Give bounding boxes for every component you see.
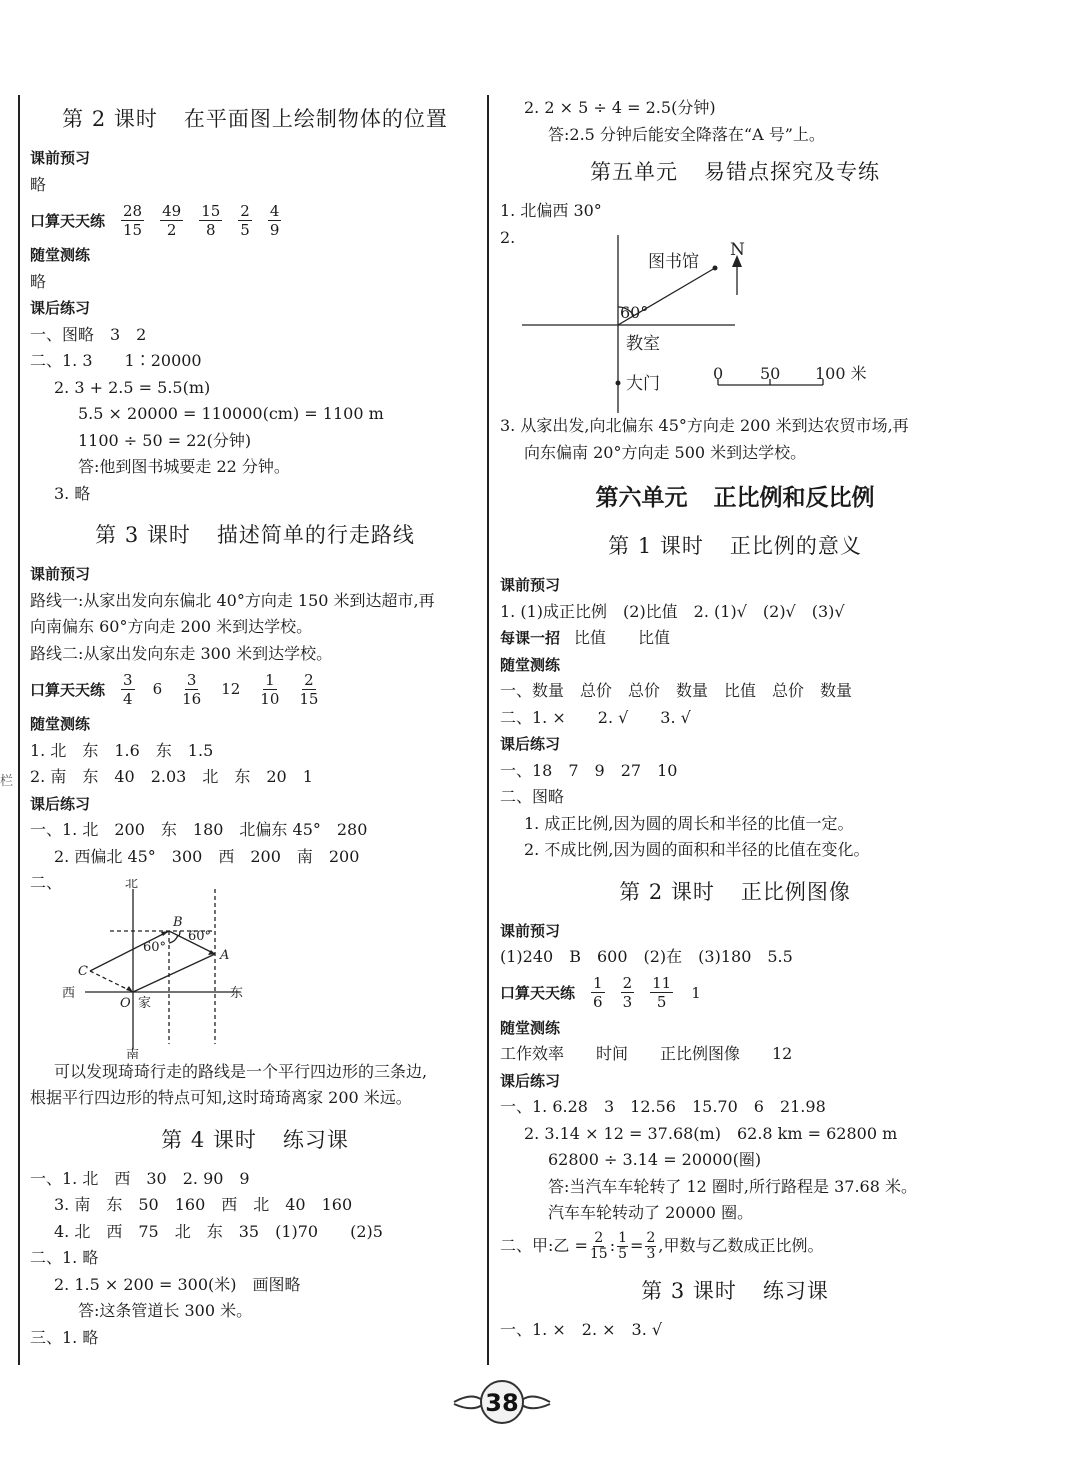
r1-class-label: 随堂测练: [500, 655, 561, 674]
l3-class-label: 随堂测练: [30, 715, 91, 733]
l2-line: 答:他到图书城要走 22 分钟。: [78, 457, 290, 476]
l2-line: 二、1. 3 1∶20000: [30, 351, 202, 370]
lesson-4-heading: 第 4 课时 练习课: [161, 1127, 349, 1152]
page-number-badge: [452, 1378, 552, 1426]
page-badge-svg: [452, 1378, 552, 1426]
r2-preview-label: 课前预习: [500, 921, 561, 940]
r1-after-line: 一、18 7 9 27 10: [500, 760, 678, 780]
mental-fraction: $\frac{15}{8}$: [201, 201, 221, 239]
l3-mental-label: 口算天天练: [30, 680, 106, 699]
mental-fraction: $\frac{2}{15}$: [299, 670, 319, 708]
label-c: C: [78, 963, 88, 979]
r2-after-line: 汽车车轮转动了 20000 圈。: [548, 1203, 754, 1222]
label-library: 图书馆: [648, 252, 699, 272]
label-angle-2: 60°: [188, 928, 212, 944]
mental-fraction: $\frac{3}{16}$: [182, 670, 202, 708]
library-diagram: [500, 225, 970, 413]
u5-item-2: 2.: [500, 227, 516, 247]
r2-mental-label: 口算天天练: [500, 984, 576, 1002]
r1-preview-text: 1. (1)成正比例 (2)比值 2. (1)√ (2)√ (3)√: [500, 601, 845, 621]
r2-after-line: 2. 3.14 × 12 = 37.68(m) 62.8 km = 62800 m: [524, 1123, 898, 1143]
segment-oa: [133, 954, 215, 992]
label-b: B: [173, 914, 183, 930]
l3-after-line: 2. 西偏北 45° 300 西 200 南 200: [54, 846, 360, 866]
lesson-3-heading: 第 3 课时 描述简单的行走路线: [95, 523, 415, 547]
l4-line: 三、1. 略: [30, 1327, 99, 1347]
label-scale-50: 50: [760, 364, 781, 383]
l3-preview-line: 向南偏东 60°方向走 200 米到达学校。: [30, 617, 313, 636]
mental-value: 12: [221, 680, 241, 698]
mental-fraction: $\frac{3}{4}$: [123, 670, 133, 708]
l3-mental-math: [30, 667, 480, 711]
r1-after-label: 课后练习: [500, 735, 561, 753]
label-angle-1: 60°: [143, 939, 167, 955]
l2-preview-label: 课前预习: [30, 149, 91, 167]
l2-line: 5.5 × 20000 = 110000(cm) = 1100 m: [78, 404, 384, 423]
r2-after-label: 课后练习: [500, 1071, 561, 1090]
l2-line: 一、图略 3 2: [30, 324, 147, 344]
r2-mental-math: [500, 971, 970, 1015]
margin-mark: 栏: [0, 774, 14, 789]
mental-fraction: $\frac{1}{6}$: [593, 974, 603, 1011]
l3-after-line: 一、1. 北 200 东 180 北偏东 45° 280: [30, 820, 368, 839]
l4-line: 2. 1.5 × 200 = 300(米) 画图略: [54, 1274, 301, 1294]
label-scale-100: 100 米: [815, 364, 867, 383]
l2-class-label: 随堂测练: [30, 246, 91, 264]
ratio-equals: =: [630, 1236, 644, 1256]
unit-5-heading: 第五单元 易错点探究及专练: [590, 160, 880, 184]
l3-class-line: 2. 南 东 40 2.03 北 东 20 1: [30, 767, 313, 786]
r2-ratio-frac-3: $\frac{2}{3}$: [646, 1230, 656, 1262]
label-a: A: [220, 947, 230, 963]
l3-conclusion: 可以发现琦琦行走的路线是一个平行四边形的三条边,: [54, 1061, 428, 1081]
l4-line: 二、1. 略: [30, 1248, 99, 1267]
r1-class-line: 二、1. × 2. √ 3. √: [500, 707, 691, 727]
r2-class-text: 工作效率 时间 正比例图像 12: [500, 1044, 793, 1063]
mental-fraction: $\frac{1}{10}$: [260, 670, 280, 708]
route-diagram: [30, 879, 480, 1059]
gate-point: [616, 381, 621, 386]
label-east: 东: [230, 985, 244, 1001]
label-gate: 大门: [626, 374, 660, 394]
r2-ratio-suffix: ,甲数与乙数成正比例。: [658, 1236, 824, 1256]
lesson-2-heading: 第 2 课时 在平面图上绘制物体的位置: [62, 107, 448, 131]
l2-line: 3. 略: [54, 483, 91, 503]
r1-heading: 第 1 课时 正比例的意义: [608, 534, 862, 558]
mental-fraction: $\frac{49}{2}$: [162, 201, 182, 239]
l3-class-line: 1. 北 东 1.6 东 1.5: [30, 740, 214, 760]
l2-mental-fractions: [113, 202, 289, 239]
l2-line: 1100 ÷ 50 = 22(分钟): [78, 430, 252, 450]
r2-class-label: 随堂测练: [500, 1018, 561, 1037]
l2-class-text: 略: [30, 271, 47, 291]
unit-6-heading: 第六单元 正比例和反比例: [595, 485, 875, 511]
l4-line: 3. 南 东 50 160 西 北 40 160: [54, 1195, 353, 1214]
label-o: O: [120, 995, 131, 1011]
l2-mental-label: 口算天天练: [30, 211, 106, 230]
right-column: [500, 95, 970, 1343]
r3-heading: 第 3 课时 练习课: [641, 1278, 829, 1303]
badge-left-swirl: [454, 1396, 482, 1408]
r1-after-line: 二、图略: [500, 787, 565, 806]
r-top-line: 2. 2 × 5 ÷ 4 = 2.5(分钟): [524, 98, 716, 117]
label-n: N: [730, 240, 745, 260]
l4-line: 答:这条管道长 300 米。: [78, 1301, 253, 1320]
r3-line: 一、1. × 2. × 3. √: [500, 1319, 663, 1339]
mental-fraction: $\frac{2}{5}$: [240, 201, 250, 239]
r2-ratio-frac-2: $\frac{1}{5}$: [618, 1230, 628, 1262]
l3-preview-label: 课前预习: [30, 565, 91, 583]
l3-mental-fractions: [113, 671, 328, 708]
badge-right-swirl: [522, 1396, 550, 1408]
angle-arc-2: [179, 931, 180, 936]
ratio-colon: :: [609, 1236, 616, 1256]
r2-heading: 第 2 课时 正比例图像: [619, 879, 851, 904]
r1-tip-text: 比值 比值: [574, 628, 671, 647]
mental-value: 1: [691, 983, 701, 1002]
l3-after-line: 二、: [30, 873, 63, 892]
r2-after-line: 答:当汽车车轮转了 12 圈时,所行路程是 37.68 米。: [548, 1176, 917, 1196]
mental-fraction: $\frac{11}{5}$: [652, 974, 672, 1011]
library-point: [713, 266, 718, 271]
r2-after-line: 62800 ÷ 3.14 = 20000(圈): [548, 1150, 762, 1169]
u5-item-3: 3. 从家出发,向北偏东 45°方向走 200 米到达农贸市场,再: [500, 416, 909, 435]
r2-ratio-prefix: 二、甲:乙 =: [500, 1236, 588, 1256]
l3-preview-line: 路线一:从家出发向东偏北 40°方向走 150 米到达超市,再: [30, 590, 435, 610]
l4-line: 一、1. 北 西 30 2. 90 9: [30, 1168, 250, 1188]
u5-item-1: 1. 北偏西 30°: [500, 201, 602, 220]
r2-mental-fractions: [583, 974, 711, 1011]
l3-after-label: 课后练习: [30, 794, 91, 813]
angle-arc-1: [169, 935, 178, 943]
r1-preview-label: 课前预习: [500, 576, 561, 594]
r1-after-line: 2. 不成比例,因为圆的面积和半径的比值在变化。: [524, 840, 870, 859]
left-margin-rule: [18, 95, 20, 1365]
arrow-b: [161, 931, 169, 936]
library-diagram-svg: [500, 225, 970, 413]
left-column: [30, 95, 480, 1351]
r2-preview-text: (1)240 B 600 (2)在 (3)180 5.5: [500, 947, 793, 966]
l3-conclusion: 根据平行四边形的特点可知,这时琦琦离家 200 米远。: [30, 1088, 412, 1107]
l2-line: 2. 3 + 2.5 = 5.5(m): [54, 377, 211, 397]
label-home: 家: [138, 995, 152, 1011]
label-south: 南: [126, 1047, 140, 1059]
label-classroom: 教室: [626, 334, 660, 354]
page-number: 38: [485, 1389, 519, 1417]
label-scale-0: 0: [713, 364, 724, 383]
r2-ratio-line: [500, 1227, 970, 1267]
center-column-rule: [487, 95, 489, 1365]
mental-value: 6: [152, 680, 163, 698]
r2-ratio-frac-1: $\frac{2}{15}$: [589, 1230, 608, 1262]
r2-after-line: 一、1. 6.28 3 12.56 15.70 6 21.98: [500, 1097, 826, 1116]
arrow-o: [126, 986, 133, 992]
mental-fraction: $\frac{2}{3}$: [622, 974, 633, 1011]
mental-fraction: $\frac{4}{9}$: [269, 201, 280, 239]
l2-after-label: 课后练习: [30, 299, 91, 317]
label-angle: 60°: [620, 303, 649, 322]
dashed-co: [90, 971, 133, 992]
l4-line: 4. 北 西 75 北 东 35 (1)70 (2)5: [54, 1221, 383, 1241]
r-top-line: 答:2.5 分钟后能安全降落在“A 号”上。: [548, 124, 825, 144]
r1-class-line: 一、数量 总价 总价 数量 比值 总价 数量: [500, 681, 853, 700]
label-north: 北: [125, 878, 139, 891]
r1-tip-label: 每课一招: [500, 629, 561, 647]
route-diagram-svg: [30, 879, 480, 1059]
mental-fraction: $\frac{28}{15}$: [123, 201, 143, 239]
label-west: 西: [62, 985, 76, 1001]
l3-preview-line: 路线二:从家出发向东走 300 米到达学校。: [30, 643, 333, 663]
r1-tip: [500, 625, 970, 652]
l2-preview-text: 略: [30, 174, 47, 194]
u5-item-3: 向东偏南 20°方向走 500 米到达学校。: [524, 442, 807, 462]
l2-mental-math: [30, 198, 480, 242]
r1-after-line: 1. 成正比例,因为圆的周长和半径的比值一定。: [524, 813, 854, 833]
